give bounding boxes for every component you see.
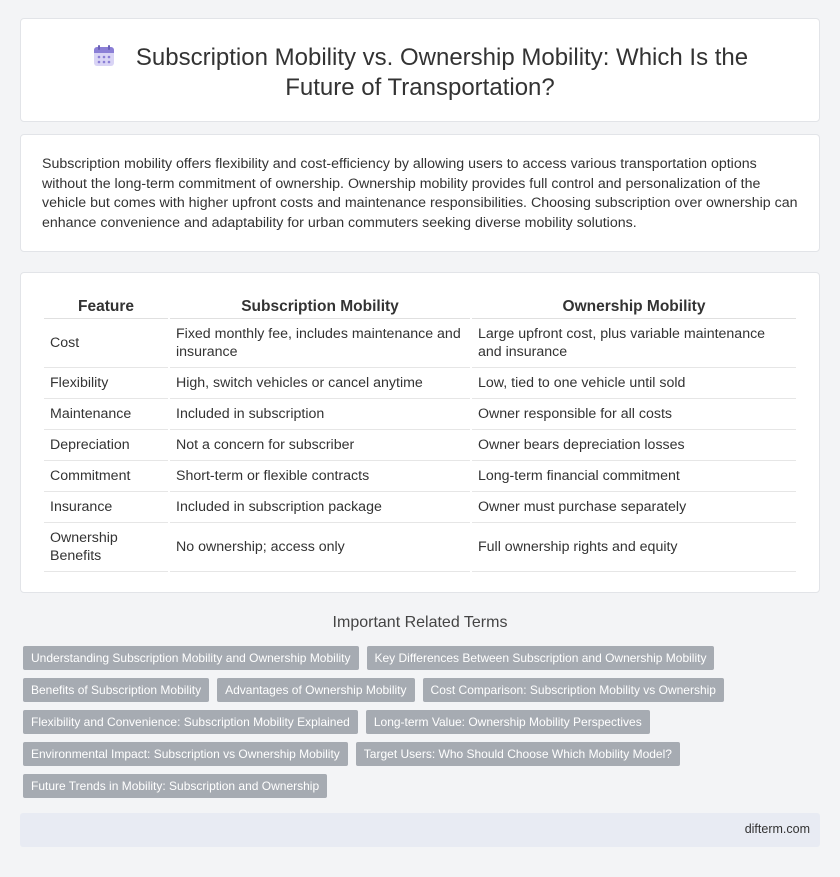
related-term-tag[interactable]: Environmental Impact: Subscription vs Ownership Mobility [23, 742, 348, 766]
table-cell: High, switch vehicles or cancel anytime [170, 368, 470, 399]
related-term-tag[interactable]: Cost Comparison: Subscription Mobility vs Ownership [423, 678, 724, 702]
intro-card [20, 134, 820, 252]
page-title-text: Subscription Mobility vs. Ownership Mobility: Which Is the Future of Transportation? [135, 44, 749, 101]
tag-row [23, 678, 823, 702]
table-cell: Low, tied to one vehicle until sold [472, 368, 796, 399]
table-cell: Ownership Benefits [44, 523, 168, 572]
table-cell: Owner must purchase separately [472, 492, 796, 523]
table-cell: Flexibility [44, 368, 168, 399]
table-cell: Commitment [44, 461, 168, 492]
related-term-tag[interactable]: Long-term Value: Ownership Mobility Perspectives [366, 710, 650, 734]
related-term-tag[interactable]: Target Users: Who Should Choose Which Mobility Model? [356, 742, 680, 766]
header-subscription: Subscription Mobility [170, 295, 470, 319]
related-term-tag[interactable]: Advantages of Ownership Mobility [217, 678, 414, 702]
table-row [44, 523, 796, 572]
related-term-tag[interactable]: Key Differences Between Subscription and Ownership Mobility [367, 646, 715, 670]
comparison-table-card [20, 272, 820, 593]
table-row [44, 492, 796, 523]
header-card [20, 18, 820, 122]
table-cell: Full ownership rights and equity [472, 523, 796, 572]
calendar-icon [92, 44, 116, 68]
tag-row [23, 710, 823, 734]
related-term-tag[interactable]: Benefits of Subscription Mobility [23, 678, 209, 702]
table-cell: Cost [44, 319, 168, 368]
comparison-table [42, 295, 798, 572]
table-cell: No ownership; access only [170, 523, 470, 572]
tag-row [23, 774, 823, 798]
related-term-tag[interactable]: Future Trends in Mobility: Subscription and Ownership [23, 774, 327, 798]
table-cell: Not a concern for subscriber [170, 430, 470, 461]
tag-row [23, 742, 823, 766]
table-row [44, 461, 796, 492]
table-cell: Maintenance [44, 399, 168, 430]
related-terms-tags [23, 646, 823, 806]
intro-paragraph: Subscription mobility offers flexibility and cost-efficiency by allowing users to access various transportation options without the long-term commitment of ownership. Ownership mobility provides full control and personalization of the vehicle but comes with higher upfront costs and maintenance responsibilities. Choosing subscription over ownership can enhance convenience and adaptability for urban commuters seeking diverse mobility solutions. [42, 156, 798, 231]
table-cell: Owner responsible for all costs [472, 399, 796, 430]
table-cell: Short-term or flexible contracts [170, 461, 470, 492]
table-cell: Owner bears depreciation losses [472, 430, 796, 461]
table-row [44, 368, 796, 399]
table-cell: Long-term financial commitment [472, 461, 796, 492]
footer-site-link[interactable]: difterm.com [744, 822, 810, 836]
table-cell: Included in subscription [170, 399, 470, 430]
table-row [44, 430, 796, 461]
table-row [44, 399, 796, 430]
related-terms-heading: Important Related Terms [332, 614, 508, 631]
related-term-tag[interactable]: Flexibility and Convenience: Subscription Mobility Explained [23, 710, 358, 734]
table-header-row [44, 295, 796, 319]
table-row [44, 319, 796, 368]
table-cell: Insurance [44, 492, 168, 523]
table-cell: Fixed monthly fee, includes maintenance and insurance [170, 319, 470, 368]
table-cell: Depreciation [44, 430, 168, 461]
table-cell: Large upfront cost, plus variable maintenance and insurance [472, 319, 796, 368]
related-term-tag[interactable]: Understanding Subscription Mobility and Ownership Mobility [23, 646, 359, 670]
header-ownership: Ownership Mobility [472, 295, 796, 319]
title-wrap [21, 43, 819, 103]
header-feature: Feature [44, 295, 168, 319]
footer [20, 813, 820, 847]
tag-row [23, 646, 823, 670]
page-title [21, 43, 819, 103]
table-cell: Included in subscription package [170, 492, 470, 523]
